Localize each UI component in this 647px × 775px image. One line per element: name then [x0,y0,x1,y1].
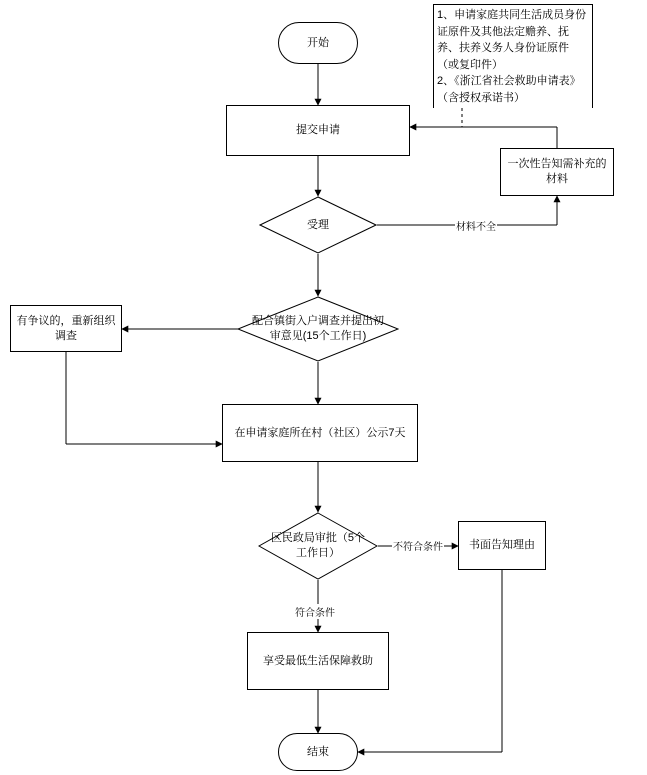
note-materials [433,4,593,108]
edge-label-qualified: 符合条件 [294,604,336,619]
node-dispute-label: 有争议的，重新组织调查 [16,314,116,342]
node-end[interactable] [278,733,358,771]
edge-label-not-qualified: 不符合条件 [392,538,444,553]
node-investigation[interactable] [237,296,399,362]
node-submit-label: 提交申请 [296,124,340,137]
node-start-label: 开始 [307,36,329,49]
node-investigation-label: 配合镇街入户调查并提出初审意见(15个工作日) [252,315,384,342]
node-notify-supplement[interactable] [500,148,614,196]
node-publicity-label: 在申请家庭所在村（社区）公示7天 [234,426,406,439]
node-written-reason-label: 书面告知理由 [469,539,535,552]
node-end-label: 结束 [307,745,329,758]
node-start[interactable] [278,22,358,64]
node-benefit-label: 享受最低生活保障救助 [263,654,373,667]
node-accept[interactable] [259,196,377,254]
node-publicity[interactable] [222,404,418,462]
node-submit-application[interactable] [226,105,410,156]
node-accept-label: 受理 [307,218,329,231]
note-line-1: 1、申请家庭共同生活成员身份证原件及其他法定赡养、抚养、扶养义务人身份证原件（或复印件） [437,9,587,71]
node-benefit[interactable] [247,632,389,690]
node-notify-supplement-label: 一次性告知需补充的材料 [507,158,607,185]
edge-label-incomplete: 材料不全 [455,218,497,233]
node-approval-label: 区民政局审批（5个工作日） [270,532,366,559]
node-dispute-reinvestigate[interactable] [10,305,122,352]
note-line-2: 2、《浙江省社会救助申请表》（含授权承诺书） [437,75,581,104]
node-approval[interactable] [258,512,378,580]
node-written-reason[interactable] [458,521,546,570]
